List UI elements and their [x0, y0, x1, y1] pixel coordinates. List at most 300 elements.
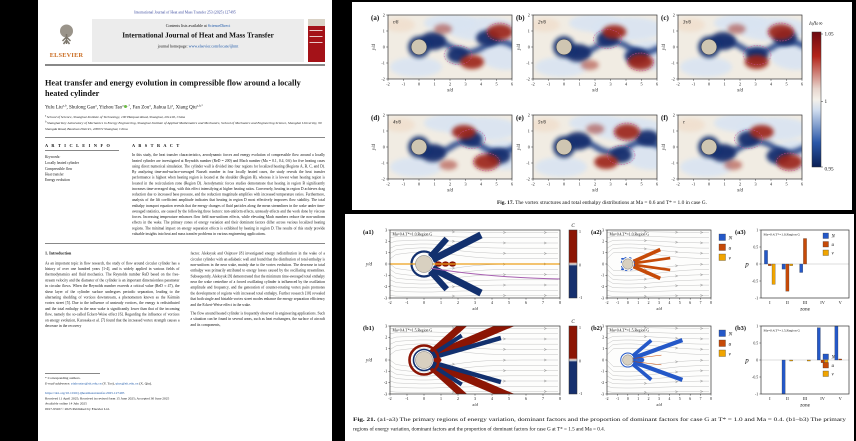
affiliations: [45, 114, 325, 132]
svg-text:III: III: [802, 300, 808, 305]
svg-text:4: 4: [491, 300, 493, 305]
vortex-art: [382, 112, 532, 179]
svg-text:(a3): (a3): [735, 229, 746, 236]
svg-text:-2: -2: [381, 76, 385, 82]
svg-text:5: 5: [678, 397, 681, 401]
svg-text:-2: -2: [676, 181, 680, 187]
body-right-column: [191, 251, 326, 370]
svg-text:-2: -2: [383, 380, 388, 386]
svg-text:3: 3: [385, 323, 388, 329]
svg-text:7: 7: [699, 397, 702, 401]
svg-text:Ma=0.4,T*=1.5,Region G: Ma=0.4,T*=1.5,Region G: [392, 328, 433, 333]
svg-text:-1: -1: [601, 369, 605, 374]
svg-text:Ma=0.4,T*=1.0,Region G: Ma=0.4,T*=1.0,Region G: [609, 232, 650, 237]
svg-text:3: 3: [609, 181, 612, 187]
fig21-panel-b1: [363, 315, 561, 407]
svg-text:2: 2: [672, 12, 675, 18]
svg-text:3: 3: [609, 81, 612, 87]
svg-text:2τ/6: 2τ/6: [538, 20, 546, 26]
svg-text:C: C: [571, 224, 575, 229]
svg-text:1: 1: [578, 181, 581, 187]
svg-text:0: 0: [602, 262, 605, 267]
svg-text:6: 6: [510, 181, 514, 187]
svg-text:6: 6: [800, 181, 804, 187]
svg-text:x/d: x/d: [447, 188, 453, 194]
intro-paragraph-2: The flow around heated cylinder is frequently observed in engineering applications. Such a situation can be found in several areas, such as heat exchangers, the surface of aircraft and its components,: [190, 311, 325, 327]
svg-text:C: C: [571, 320, 575, 325]
cylinder: [556, 139, 572, 155]
svg-text:0: 0: [756, 358, 759, 363]
svg-text:0.5: 0.5: [753, 245, 759, 250]
svg-text:6: 6: [525, 300, 527, 305]
article-title: Heat transfer and energy evolution in compressible flow around a locally heated cylinder: [45, 78, 301, 99]
available-line: Available online 14 July 2025: [45, 401, 87, 406]
svg-text:0: 0: [626, 301, 629, 305]
svg-text:-1: -1: [383, 272, 388, 278]
svg-text:5: 5: [640, 81, 643, 87]
bar-u-zone-IV: [821, 360, 824, 363]
svg-text:1: 1: [440, 300, 442, 305]
svg-text:x/d: x/d: [592, 188, 598, 194]
cylinder: [623, 259, 633, 269]
svg-text:(b3): (b3): [735, 325, 747, 332]
factor-legend: [823, 354, 836, 378]
cylinder: [411, 39, 427, 55]
svg-text:y/d: y/d: [372, 44, 377, 50]
svg-text:N: N: [728, 331, 733, 338]
svg-text:Ma=0.4,T*=1.5,Region G: Ma=0.4,T*=1.5,Region G: [609, 328, 650, 333]
svg-text:Ma=0.4,T*=1.0,Region G: Ma=0.4,T*=1.0,Region G: [392, 232, 433, 237]
bar-v-zone-II: [790, 360, 793, 361]
vortex-art: [527, 112, 677, 179]
journal-homepage-link[interactable]: www.elsevier.com/locate/ijhmt: [188, 44, 239, 49]
factor-legend: [823, 233, 836, 257]
svg-text:2: 2: [448, 81, 452, 87]
doi-link[interactable]: https://doi.org/10.1016/j.ijheatmasstransfer.2025.127495: [45, 391, 125, 396]
cylinder: [416, 256, 433, 273]
svg-text:1: 1: [579, 326, 581, 330]
svg-text:7: 7: [699, 301, 702, 305]
svg-text:x/d: x/d: [472, 402, 478, 407]
homepage-label: journal homepage:: [157, 44, 189, 49]
vortex-art: [527, 12, 677, 79]
svg-text:I: I: [769, 300, 771, 305]
fig17-panel-f: [661, 113, 822, 194]
paper-page-content: [38, 10, 332, 412]
svg-text:-0.5: -0.5: [752, 279, 759, 284]
svg-text:x/d: x/d: [737, 188, 743, 194]
figure17-svg: [352, 2, 852, 210]
elsevier-tree-icon: [57, 22, 77, 48]
svg-text:1: 1: [602, 347, 605, 352]
svg-text:0: 0: [382, 144, 385, 150]
svg-text:2: 2: [672, 112, 675, 118]
email-line: [45, 381, 325, 386]
svg-text:8: 8: [559, 396, 561, 401]
svg-text:1: 1: [672, 128, 675, 134]
svg-text:0: 0: [423, 396, 425, 401]
svg-text:-1: -1: [526, 160, 530, 166]
svg-text:4: 4: [624, 81, 628, 87]
svg-text:4: 4: [479, 181, 483, 187]
cylinder: [416, 352, 433, 369]
svg-text:(b2): (b2): [591, 325, 603, 332]
svg-text:II: II: [785, 300, 789, 305]
fig21-panel-a1: [363, 227, 561, 311]
fig17-panel-a: [371, 13, 532, 94]
cylinder: [623, 355, 633, 365]
svg-text:-2: -2: [605, 301, 609, 305]
fig17-panel-c: [661, 13, 822, 94]
paper-page: [38, 0, 332, 441]
bar-N-zone-IV: [817, 328, 820, 360]
svg-text:2: 2: [457, 300, 459, 305]
author: Yulu Liu$^{a,b}$: [45, 103, 67, 111]
svg-text:-1: -1: [381, 160, 385, 166]
introduction-heading: 1. Introduction: [45, 251, 72, 256]
elsevier-logo: [45, 19, 88, 62]
svg-text:8: 8: [710, 397, 712, 401]
svg-text:(b): (b): [516, 14, 525, 22]
svg-text:0: 0: [382, 44, 385, 50]
svg-text:-2: -2: [526, 76, 530, 82]
svg-text:v: v: [728, 255, 731, 262]
fig21-colorbar: [569, 320, 582, 396]
svg-text:1: 1: [385, 346, 388, 352]
svg-text:-2: -2: [601, 285, 605, 290]
svg-text:N: N: [831, 234, 835, 240]
keyword: Energy evolution: [45, 177, 70, 182]
svg-text:-1: -1: [754, 296, 759, 301]
svg-text:0: 0: [602, 358, 605, 363]
keyword: Heat transfer: [45, 172, 64, 177]
svg-text:u: u: [728, 245, 732, 252]
svg-text:2: 2: [593, 181, 597, 187]
svg-text:-1: -1: [601, 273, 605, 278]
svg-text:-2: -2: [386, 181, 390, 187]
svg-text:5τ/6: 5τ/6: [538, 120, 546, 126]
svg-text:1: 1: [637, 301, 640, 305]
svg-text:3: 3: [754, 81, 757, 87]
svg-text:-1: -1: [615, 397, 619, 401]
svg-text:3: 3: [385, 227, 388, 233]
svg-text:2: 2: [385, 334, 388, 340]
svg-text:y/d: y/d: [517, 144, 522, 150]
svg-text:-2: -2: [605, 397, 609, 401]
svg-text:Ma=0.4,T*=1.5,Region G: Ma=0.4,T*=1.5,Region G: [763, 328, 801, 333]
svg-text:-1: -1: [671, 160, 675, 166]
svg-text:2: 2: [448, 181, 452, 187]
svg-text:1: 1: [433, 181, 436, 187]
svg-text:4: 4: [769, 181, 773, 187]
svg-text:2: 2: [602, 239, 605, 244]
bar-chart-a3: [735, 228, 849, 312]
bar-chart-b3: [735, 324, 849, 408]
body-left-column: [45, 251, 180, 370]
cylinder: [556, 39, 572, 55]
svg-text:2: 2: [382, 112, 385, 118]
emails-label: E-mail addresses:: [45, 381, 72, 386]
svg-text:6: 6: [655, 181, 659, 187]
svg-text:1: 1: [382, 28, 385, 34]
journal-header: [45, 19, 325, 66]
svg-text:-1: -1: [401, 181, 406, 187]
svg-text:y/d: y/d: [365, 262, 373, 268]
bar-u-zone-III: [803, 239, 806, 265]
fig21-panel-b2: [591, 324, 712, 407]
svg-text:y/d: y/d: [517, 44, 522, 50]
svg-text:-1: -1: [383, 368, 388, 374]
journal-banner: [92, 19, 304, 62]
svg-text:u: u: [831, 243, 834, 248]
svg-text:x/d: x/d: [472, 306, 478, 311]
svg-text:(b1): (b1): [363, 325, 375, 332]
svg-text:y/d: y/d: [372, 144, 377, 150]
svg-text:4: 4: [668, 301, 671, 305]
svg-text:zone: zone: [800, 402, 810, 409]
svg-text:5: 5: [508, 300, 510, 305]
journal-cover-thumbnail: [308, 19, 325, 62]
svg-text:0: 0: [417, 81, 421, 87]
svg-text:1: 1: [385, 250, 388, 256]
fig17-colorbar: [809, 21, 834, 173]
homepage-line: [95, 44, 301, 49]
footnote-block: [45, 373, 325, 412]
svg-text:1: 1: [723, 81, 726, 87]
svg-text:8: 8: [710, 301, 712, 305]
footnote-rule: [45, 373, 100, 374]
svg-text:Ma=0.4,T*=1.0,Region G: Ma=0.4,T*=1.0,Region G: [763, 232, 801, 237]
email-link-tao[interactable]: yizhoutao@sit.edu.cn: [71, 381, 102, 386]
svg-text:-2: -2: [531, 81, 535, 87]
svg-text:y/d: y/d: [662, 144, 667, 150]
bar-N-zone-II: [782, 264, 785, 269]
svg-text:0: 0: [417, 181, 421, 187]
svg-text:2: 2: [527, 112, 530, 118]
figure21-box: [345, 214, 854, 441]
fig21-caption-line2: regions of energy variation, dominant factors and the proportion of dominant factors for case G at T* = 1.5 and Ma = 0.4.: [353, 426, 605, 433]
svg-text:-3: -3: [383, 391, 388, 397]
svg-text:1: 1: [723, 181, 726, 187]
elsevier-wordmark: ELSEVIER: [49, 51, 84, 59]
bar-N-zone-III: [800, 264, 803, 273]
svg-text:1: 1: [440, 396, 442, 401]
svg-text:3: 3: [464, 81, 467, 87]
svg-text:-2: -2: [381, 176, 385, 182]
svg-text:p: p: [745, 356, 749, 365]
cylinder: [411, 139, 427, 155]
fig17-panel-e: [516, 113, 677, 194]
svg-text:-2: -2: [383, 284, 388, 290]
svg-text:2: 2: [647, 301, 650, 305]
svg-text:6: 6: [525, 396, 527, 401]
svg-text:-2: -2: [526, 176, 530, 182]
streamline-art: [390, 230, 560, 298]
svg-text:1: 1: [433, 81, 436, 87]
svg-text:3: 3: [658, 397, 660, 401]
svg-text:y/d: y/d: [365, 358, 373, 364]
email1-suffix: (Y. Tao),: [101, 381, 116, 386]
svg-text:x/d: x/d: [592, 88, 598, 94]
svg-text:-1: -1: [381, 60, 385, 66]
email2-suffix: (X. Qiu).: [138, 381, 152, 386]
svg-text:-1: -1: [754, 392, 759, 397]
cylinder: [701, 139, 717, 155]
svg-text:0: 0: [672, 44, 675, 50]
svg-text:3: 3: [658, 301, 660, 305]
bar-v-zone-II: [790, 264, 793, 266]
svg-text:3: 3: [464, 181, 467, 187]
svg-text:2: 2: [527, 12, 530, 18]
svg-text:-2: -2: [386, 81, 390, 87]
svg-text:5: 5: [508, 396, 510, 401]
svg-text:V: V: [838, 396, 842, 401]
svg-text:x/d: x/d: [656, 402, 662, 407]
svg-text:0: 0: [707, 81, 711, 87]
svg-text:4: 4: [624, 181, 628, 187]
svg-text:-0.5: -0.5: [752, 375, 759, 380]
svg-text:-2: -2: [388, 396, 392, 401]
affiliation: $^b$ Shanghai Key Laboratory of Mechanics in Energy Engineering, Shanghai Institute of Applied Mathematics and Mechanics, School of Mechanics and Engineering Science, Shanghai University, 99 Shangda Road, Baoshan District, 200072 Shanghai, China: [45, 120, 322, 131]
fig17-panel-d: [371, 113, 532, 194]
article-info-column: [45, 143, 119, 236]
svg-text:-3: -3: [383, 295, 388, 301]
author: Jiahua Li$^a$: [153, 103, 174, 111]
svg-text:-1: -1: [401, 81, 406, 87]
svg-text:-3: -3: [601, 392, 605, 397]
svg-text:5: 5: [495, 81, 498, 87]
fig21-wing-legend: [719, 330, 733, 358]
vortex-art: [382, 12, 532, 79]
svg-text:0: 0: [562, 181, 566, 187]
svg-text:7: 7: [542, 396, 544, 401]
figure21-svg: [345, 214, 854, 441]
svg-text:0: 0: [626, 397, 629, 401]
svg-text:0: 0: [385, 261, 388, 267]
author: Fan Zou$^a$: [132, 103, 151, 111]
fig21-colorbar: [569, 224, 582, 300]
svg-text:2: 2: [738, 81, 742, 87]
svg-text:-2: -2: [671, 76, 675, 82]
svg-text:4: 4: [769, 81, 773, 87]
vortex-art: [672, 112, 822, 179]
svg-text:τ: τ: [683, 120, 685, 126]
contents-text: Contents lists available at: [165, 23, 208, 28]
svg-text:4τ/6: 4τ/6: [393, 120, 401, 126]
svg-text:-2: -2: [388, 300, 392, 305]
svg-text:6: 6: [689, 301, 692, 305]
svg-text:0.95: 0.95: [824, 166, 834, 173]
svg-text:x/d: x/d: [656, 306, 662, 311]
svg-text:2: 2: [647, 397, 650, 401]
svg-text:2: 2: [738, 181, 742, 187]
author: Shulong Gao$^a$: [69, 103, 97, 111]
svg-text:5: 5: [640, 181, 643, 187]
svg-text:0: 0: [527, 44, 530, 50]
svg-text:(d): (d): [371, 114, 380, 122]
svg-text:N: N: [831, 355, 835, 361]
svg-text:3τ/6: 3τ/6: [683, 20, 691, 26]
svg-text:0: 0: [579, 359, 581, 364]
svg-text:3: 3: [754, 181, 757, 187]
svg-text:6: 6: [655, 81, 659, 87]
intro-paragraph-cont: factor. Aleksyuk and Osiptsov [8] investigated energy redistribution in the wake of a circular cylinder with an adiabatic wall and found that the distribution of total enthalpy is non-uniform in the near wake, mainly due to the vortex evolution. The decrease in total enthalpy was primarily attributed to energy losses caused by the oscillating streamlines. Subsequently, Aleksyuk [9] demonstrated that the minimum time-averaged total enthalpy near the wake centerline of a forced oscillating cylinder is influenced by the oscillation amplitude and frequency, and the generation of counter-rotating vortex pairs promotes the development of regions with increased total enthalpy. Further research [10] revealed that both single and bistable vortex street modes enhance the energy separation efficiency and the Eckert-Weise effect in the wake.: [190, 251, 325, 307]
svg-text:-3: -3: [601, 296, 605, 301]
svg-text:8: 8: [559, 300, 561, 305]
svg-text:(a1): (a1): [363, 229, 374, 236]
bar-u-zone-I: [768, 264, 771, 266]
fig21-wing-legend: [719, 234, 733, 262]
svg-text:τ/6: τ/6: [393, 20, 399, 26]
svg-text:III: III: [802, 396, 808, 401]
svg-text:1: 1: [602, 251, 605, 256]
bar-v-zone-III: [807, 360, 810, 361]
author: Yizhou Tao$^a$ ,*: [99, 103, 130, 111]
svg-text:0: 0: [579, 263, 581, 268]
svg-text:-1: -1: [691, 81, 696, 87]
copyright-line: 0017-9310/© 2025 Published by Elsevier Ltd.: [45, 406, 110, 411]
svg-text:1: 1: [578, 81, 581, 87]
svg-text:2: 2: [593, 81, 597, 87]
svg-text:1: 1: [579, 230, 581, 234]
svg-text:1: 1: [527, 128, 530, 134]
keyword: Compressible flow: [45, 166, 73, 171]
info-abstract-block: [45, 138, 325, 244]
email-link-qiu[interactable]: qiux@sit.edu.cn: [115, 381, 139, 386]
journal-reference-line: International Journal of Heat and Mass Transfer 253 (2025) 127495: [134, 10, 236, 15]
svg-text:v: v: [831, 372, 834, 378]
svg-text:6: 6: [689, 397, 692, 401]
svg-text:-2: -2: [671, 176, 675, 182]
bar-v-zone-I: [772, 264, 775, 284]
svg-text:-1: -1: [691, 181, 696, 187]
svg-text:x/d: x/d: [737, 88, 743, 94]
bar-u-zone-II: [786, 264, 789, 291]
bar-N-zone-V: [835, 326, 838, 360]
svg-text:1: 1: [672, 28, 675, 34]
svg-text:-2: -2: [676, 81, 680, 87]
svg-text:(c): (c): [661, 14, 669, 22]
svg-text:0.5: 0.5: [753, 341, 759, 346]
svg-text:0: 0: [562, 81, 566, 87]
svg-text:-1: -1: [405, 300, 409, 305]
svg-text:zone: zone: [800, 306, 810, 313]
svg-text:-1: -1: [579, 392, 583, 396]
svg-text:0: 0: [527, 144, 530, 150]
streamline-art: [607, 326, 711, 394]
svg-text:(a2): (a2): [591, 229, 602, 236]
svg-text:4: 4: [479, 81, 483, 87]
svg-text:v: v: [728, 351, 731, 358]
svg-text:0: 0: [707, 181, 711, 187]
svg-text:-1: -1: [546, 181, 551, 187]
fig21-panel-a2: [591, 228, 712, 311]
svg-text:y/d: y/d: [662, 44, 667, 50]
author-list: Yulu Liu$^{a,b}$, Shulong Gao$^a$, Yizhou Tao$^a$ ,*, Fan Zou$^a$, Jiahua Li$^a$, Xiang Qiu$^{a,b,*}$: [45, 103, 203, 111]
abstract-column: [132, 143, 325, 236]
svg-text:3: 3: [602, 324, 605, 329]
vortex-art: [672, 12, 822, 79]
sciencedirect-link[interactable]: ScienceDirect: [207, 23, 231, 28]
svg-text:-1: -1: [579, 296, 583, 300]
svg-text:2: 2: [385, 238, 388, 244]
svg-text:6: 6: [510, 81, 514, 87]
svg-text:i₀/i₀∞: i₀/i₀∞: [809, 21, 823, 27]
bar-N-zone-II: [782, 360, 785, 394]
svg-text:1: 1: [527, 28, 530, 34]
intro-paragraph: As an important topic in flow research, the study of flow around circular cylinder has a history of over one hundred years [1-4], and is widely applied in various fields of thermodynamics and fluid mechanics. The Reynolds number ReD based on the free-stream velocity and the diameter of the cylinder is an important dimensionless parameter in circular flows. When the Reynolds number exceeds a critical value (ReD ≈ 47), the shear layer of the cylinder surface undergoes periodic separation, leading to the alternating shedding of vortices downstream, a phenomenon known as the Kármán vortex street [5]. Due to the influence of unsteady vortices, the energy is redistributed and the total enthalpy in the near wake is significantly lower than that of the incoming flow, namely the so-called Eckert-Weise effect [6]. Regarding the influence of vortices on energy evolution, Kurosaka et al. [7] found that the increased vortex strength causes a decrease in the recovery: [45, 260, 180, 328]
contents-line: [95, 24, 301, 29]
